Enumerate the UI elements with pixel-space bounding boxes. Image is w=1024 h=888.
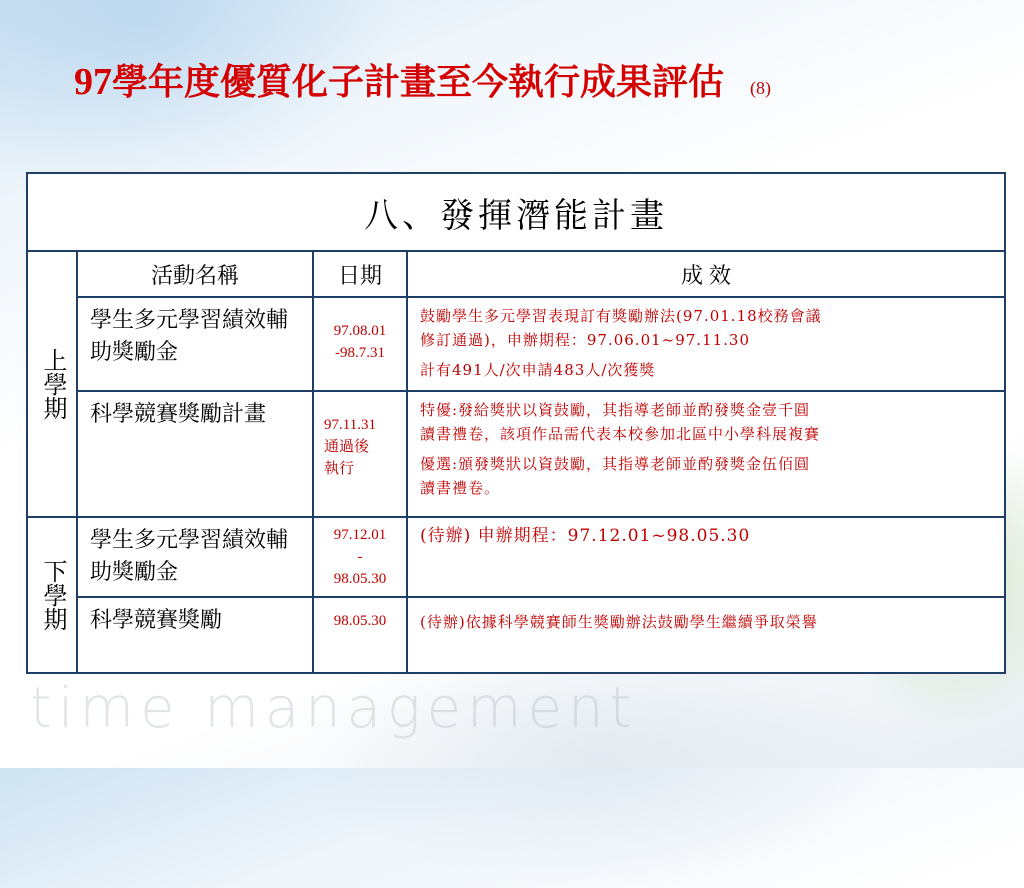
effect-line: 鼓勵學生多元學習表現訂有獎勵辦法(97.01.18校務會議 <box>420 307 822 325</box>
title-year: 97 <box>74 61 112 103</box>
title-page-marker: (8) <box>750 78 772 98</box>
activity-effect <box>407 297 1005 391</box>
activity-date <box>313 597 407 673</box>
date-line: 通過後 <box>324 439 370 455</box>
effect-line: 特優:發給獎狀以資鼓勵，其指導老師並酌發獎金壹千圓 <box>420 401 811 419</box>
effect-line: 計有491人/次申請483人/次獲獎 <box>420 361 656 379</box>
date-line: 97.08.01 <box>333 323 387 339</box>
activity-effect <box>407 517 1005 597</box>
activity-effect <box>407 597 1005 673</box>
effect-line: (待辦)依據科學競賽師生獎勵辦法鼓勵學生繼續爭取榮譽 <box>420 613 818 631</box>
header-date: 日期 <box>313 251 407 297</box>
activity-name: 科學競賽獎勵計畫 <box>77 391 313 517</box>
date-line: - <box>357 549 363 565</box>
activity-date <box>313 517 407 597</box>
title-text: 學年度優質化子計畫至今執行成果評估 <box>112 61 725 103</box>
activity-effect <box>407 391 1005 517</box>
date-line: -98.7.31 <box>335 345 385 361</box>
date-line: 97.11.31 <box>324 417 376 433</box>
semester-lower: 下學期 <box>27 517 77 673</box>
header-effect: 成 效 <box>407 251 1005 297</box>
plan-title: 八、發揮潛能計畫 <box>27 173 1005 251</box>
effect-line: 讀書禮卷，該項作品需代表本校參加北區中小學科展複賽 <box>420 425 821 443</box>
activity-date <box>313 297 407 391</box>
effect-line: (待辦) 申辦期程：97.12.01~98.05.30 <box>420 526 751 546</box>
background-watermark-text: time management <box>30 676 638 741</box>
effect-line: 優選:頒發獎狀以資鼓勵，其指導老師並酌發獎金伍佰圓 <box>420 455 811 473</box>
date-line: 97.12.01 <box>333 527 387 543</box>
date-line: 執行 <box>324 461 355 477</box>
effect-line: 修訂通過)，申辦期程：97.06.01~97.11.30 <box>420 331 751 349</box>
effect-line: 讀書禮卷。 <box>420 479 501 497</box>
activity-name: 學生多元學習績效輔助獎勵金 <box>77 297 313 391</box>
date-line: 98.05.30 <box>333 571 387 587</box>
slide-title <box>74 54 771 105</box>
activity-date <box>313 391 407 517</box>
activity-name: 學生多元學習績效輔助獎勵金 <box>77 517 313 597</box>
plan-table <box>26 172 1006 674</box>
header-activity: 活動名稱 <box>77 251 313 297</box>
semester-upper: 上學期 <box>27 251 77 517</box>
activity-name: 科學競賽獎勵 <box>77 597 313 673</box>
date-line: 98.05.30 <box>333 613 387 629</box>
